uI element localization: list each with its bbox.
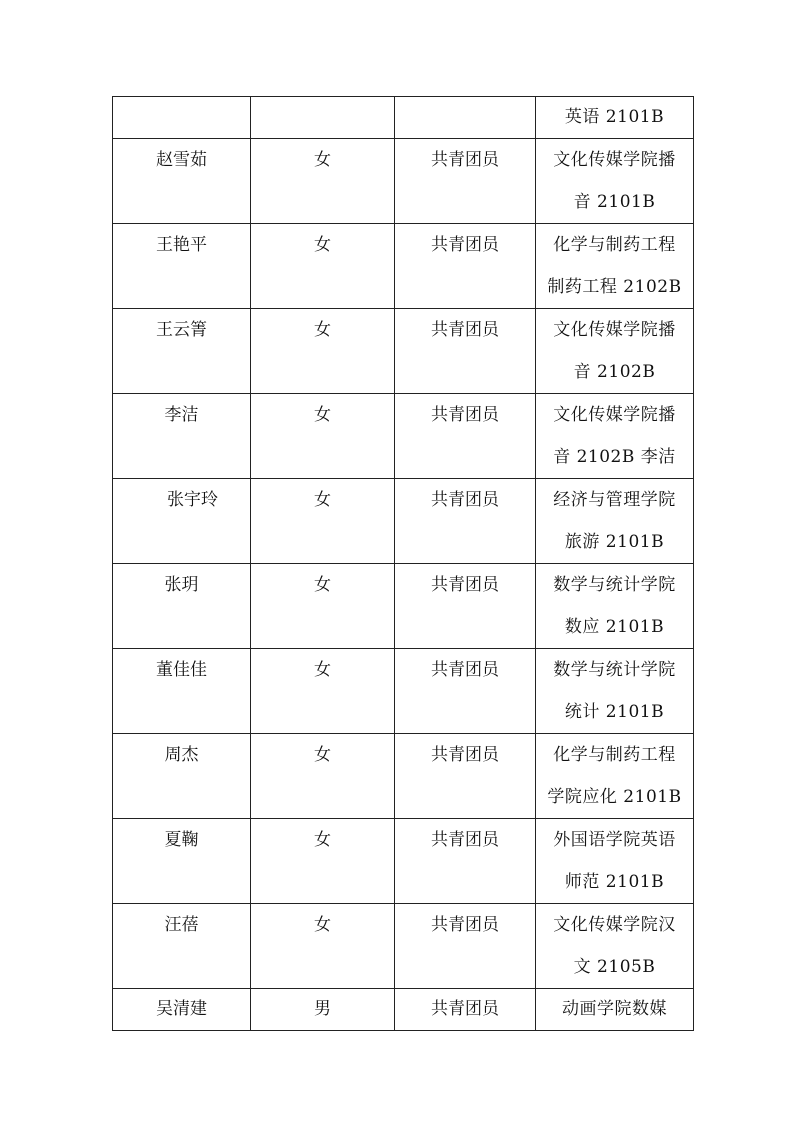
gender-cell: 女	[251, 479, 395, 564]
class-line: 音 2102B	[573, 362, 656, 382]
table-row	[113, 139, 694, 224]
gender-cell: 女	[251, 139, 395, 224]
gender-cell: 女	[251, 309, 395, 394]
name-cell: 王艳平	[113, 224, 251, 309]
table-row	[113, 309, 694, 394]
status-cell: 共青团员	[395, 139, 536, 224]
name-cell: 夏鞠	[113, 819, 251, 904]
table-row	[113, 989, 694, 1031]
table-row	[113, 734, 694, 819]
table-row	[113, 564, 694, 649]
table-row	[113, 819, 694, 904]
status-cell: 共青团员	[395, 564, 536, 649]
class-line: 文 2105B	[573, 957, 656, 977]
class-line: 学院应化 2101B	[547, 787, 682, 807]
gender-cell: 女	[251, 734, 395, 819]
table-row	[113, 224, 694, 309]
name-cell: 张玥	[113, 564, 251, 649]
name-cell: 李洁	[113, 394, 251, 479]
class-line: 数学与统计学院	[553, 660, 676, 680]
class-line: 文化传媒学院播	[553, 405, 676, 425]
status-cell: 共青团员	[395, 479, 536, 564]
status-cell: 共青团员	[395, 989, 536, 1031]
class-cell	[536, 904, 694, 989]
class-line: 音 2102B 李洁	[553, 447, 676, 467]
status-cell: 共青团员	[395, 649, 536, 734]
status-cell: 共青团员	[395, 224, 536, 309]
class-cell	[536, 649, 694, 734]
class-line: 外国语学院英语	[553, 830, 676, 850]
status-cell: 共青团员	[395, 904, 536, 989]
class-cell	[536, 564, 694, 649]
status-cell: 共青团员	[395, 734, 536, 819]
status-cell	[395, 97, 536, 139]
class-cell: 动画学院数媒	[536, 989, 694, 1031]
class-line: 文化传媒学院播	[553, 150, 676, 170]
table-row	[113, 394, 694, 479]
name-cell	[113, 97, 251, 139]
name-cell: 赵雪茹	[113, 139, 251, 224]
class-line: 化学与制药工程	[553, 235, 676, 255]
table-row	[113, 479, 694, 564]
class-line: 旅游 2101B	[564, 532, 665, 552]
table-row	[113, 649, 694, 734]
class-line: 制药工程 2102B	[547, 277, 682, 297]
class-line: 经济与管理学院	[553, 490, 676, 510]
class-cell: 英语 2101B	[536, 97, 694, 139]
class-cell	[536, 819, 694, 904]
name-cell: 董佳佳	[113, 649, 251, 734]
table-row	[113, 904, 694, 989]
gender-cell: 女	[251, 564, 395, 649]
member-table	[112, 96, 694, 1031]
class-cell	[536, 139, 694, 224]
gender-cell: 男	[251, 989, 395, 1031]
gender-cell: 女	[251, 904, 395, 989]
name-cell: 张宇玲	[113, 479, 251, 564]
class-cell	[536, 224, 694, 309]
class-line: 文化传媒学院汉	[553, 915, 676, 935]
status-cell: 共青团员	[395, 309, 536, 394]
status-cell: 共青团员	[395, 394, 536, 479]
class-line: 文化传媒学院播	[553, 320, 676, 340]
name-cell: 吴清建	[113, 989, 251, 1031]
class-line: 数学与统计学院	[553, 575, 676, 595]
name-cell: 周杰	[113, 734, 251, 819]
name-cell: 汪蓓	[113, 904, 251, 989]
class-cell	[536, 394, 694, 479]
table-row	[113, 97, 694, 139]
class-cell	[536, 734, 694, 819]
class-cell	[536, 309, 694, 394]
class-cell	[536, 479, 694, 564]
gender-cell: 女	[251, 819, 395, 904]
gender-cell	[251, 97, 395, 139]
class-line: 化学与制药工程	[553, 745, 676, 765]
class-line: 统计 2101B	[564, 702, 665, 722]
class-line: 音 2101B	[573, 192, 656, 212]
class-line: 数应 2101B	[564, 617, 665, 637]
class-line: 师范 2101B	[564, 872, 665, 892]
gender-cell: 女	[251, 394, 395, 479]
status-cell: 共青团员	[395, 819, 536, 904]
gender-cell: 女	[251, 649, 395, 734]
name-cell: 王云箐	[113, 309, 251, 394]
gender-cell: 女	[251, 224, 395, 309]
